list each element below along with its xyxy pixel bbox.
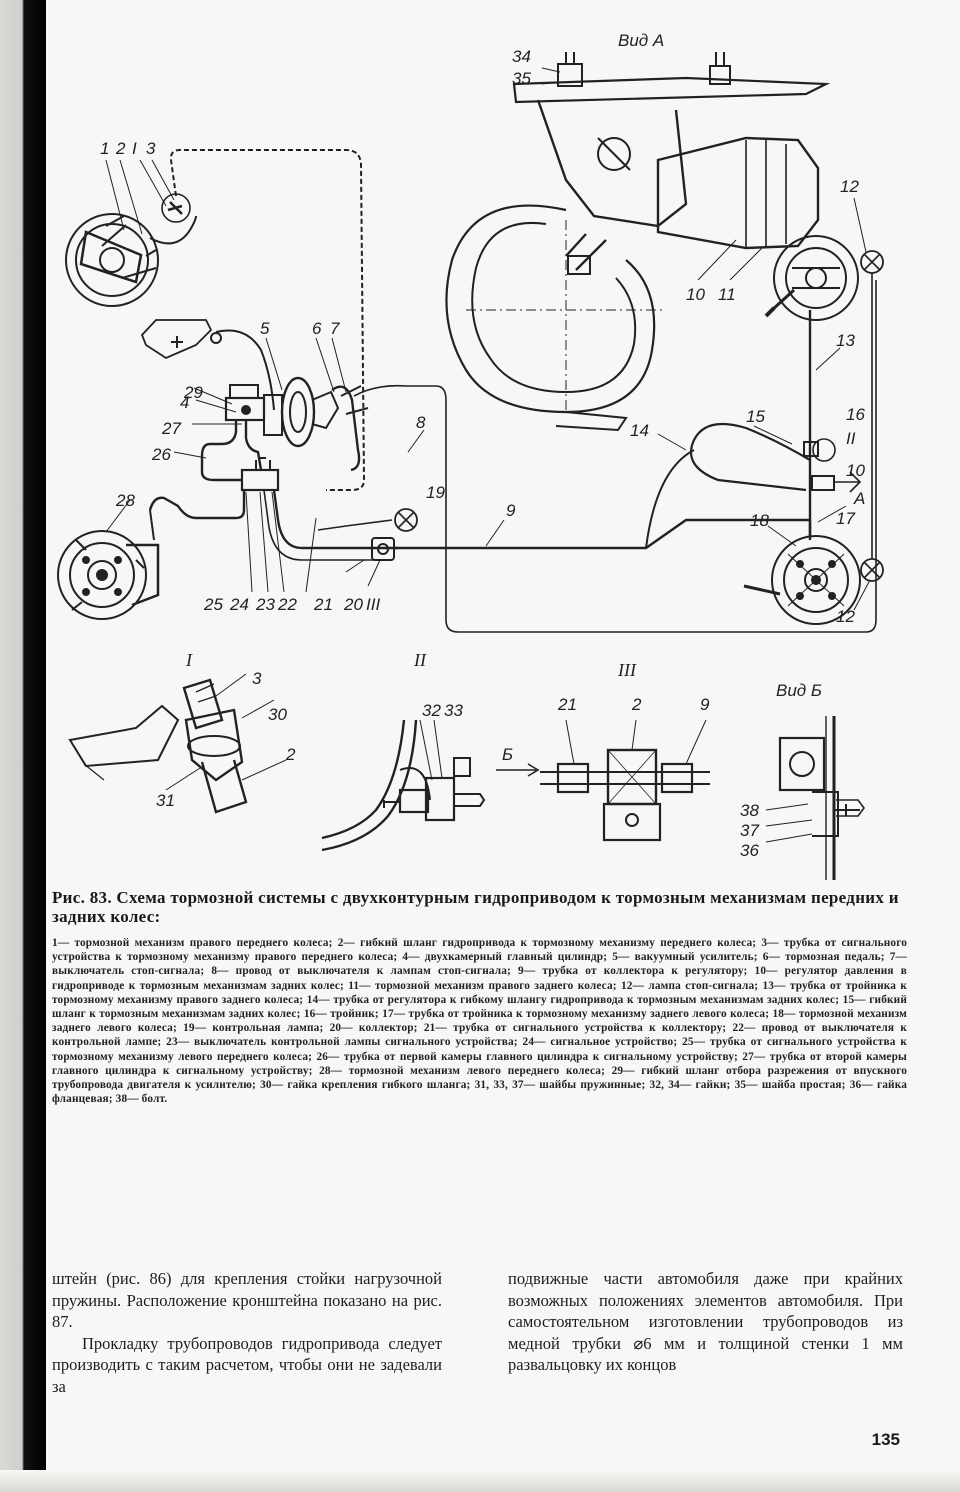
detail-ii-drawing — [322, 720, 538, 850]
callout-19: 19 — [426, 483, 445, 502]
page-bottom-shadow — [0, 1470, 960, 1492]
callout-1: 1 — [100, 139, 110, 158]
callout-2: 2 — [116, 139, 126, 158]
callout-roman-3: III — [366, 595, 381, 614]
callout-26: 26 — [152, 445, 171, 464]
callout-22: 22 — [278, 595, 297, 614]
detail-ii-label: II — [414, 650, 426, 670]
callout-14: 14 — [630, 421, 649, 440]
callout-16: 16 — [846, 405, 865, 424]
detail-iii-label: III — [618, 660, 636, 680]
callout-12-top: 12 — [840, 177, 859, 196]
view-b-drawing — [766, 716, 864, 880]
callout-8: 8 — [416, 413, 426, 432]
left-paragraph-1: штейн (рис. 86) для крепления стойки нагрузочной пружины. Расположение кронштейна показано на рис. 87. — [52, 1269, 442, 1331]
brake-system-figure — [46, 20, 926, 880]
callout-7: 7 — [330, 319, 340, 338]
callout-6: 6 — [312, 319, 322, 338]
callout-35: 35 — [512, 69, 531, 88]
book-spine-shadow — [0, 0, 46, 1492]
figure-legend: 1— тормозной механизм правого переднего колеса; 2— гибкий шланг гидропривода к тормозному механизму переднего колеса; 3— трубка от сигнального устройства к тормозному механизму правого переднего колеса; 4— двухкамерный главный цилиндр; 5— вакуумный усилитель; 6— тормозная педаль; 7— выключатель стоп-сигнала; 8— провод от выключателя к лампам стоп-сигнала; 9— трубка от коллектора к регулятору; 10— регулятор давления в гидроприводе к тормозным механизмам задних колес; 11— тормозной механизм правого заднего колеса; 12— лампа стоп-сигнала; 13— трубка от тройника к тормозному механизму правого заднего колеса; 14— трубка от регулятора к гибкому шлангу гидропривода к тормозным механизмам задних колес; 15— гибкий шланг к тормозным механизмам задних колес; 16— тройник; 17— трубка от тройника к тормозному механизму заднего левого колеса; 18— тормозной механизм заднего левого колеса; 19— контрольная лампа; 20— коллектор; 21— трубка от сигнального устройства к коллектору; 22— провод от выключателя к контрольной лампе; 23— выключатель контрольной лампы сигнального устройства; 24— сигнальное устройство; 25— трубка от сигнального устройства к тормозному механизму левого переднего колеса; 26— трубка от первой камеры главного цилиндра к сигнальному устройству; 27— трубка от второй камеры главного цилиндра к сигнальному устройству; 28— тормозной механизм левого переднего колеса; 29— гибкий шланг отбора разрежения от впускного трубопровода двигателя к усилителю; 30— гайка крепления гибкого шланга; 31, 33, 37— шайбы пружинные; 32, 34— гайки; 35— шайба простая; 36— гайка фланцевая; 38— болт. — [52, 937, 907, 1106]
detail-callout-37: 37 — [740, 821, 759, 840]
callout-13: 13 — [836, 331, 855, 350]
callout-12-bottom: 12 — [836, 607, 855, 626]
front-right-wheel-drawing — [66, 214, 158, 306]
page-number: 135 — [871, 1430, 900, 1449]
rear-right-wheel-drawing — [766, 236, 858, 320]
detail-callout-3: 3 — [252, 669, 262, 688]
detail-callout-2: 2 — [286, 745, 296, 764]
callout-9: 9 — [506, 501, 516, 520]
callout-4b: 4 — [180, 393, 190, 412]
detail-callout-36: 36 — [740, 841, 759, 860]
text-column-left — [52, 1268, 442, 1397]
callout-24: 24 — [230, 595, 249, 614]
detail-i-drawing — [70, 674, 286, 812]
left-paragraph-2: Прокладку трубопроводов гидропривода следует производить с таким расчетом, чтобы они не задевали за — [52, 1333, 442, 1396]
detail-callout-21: 21 — [558, 695, 577, 714]
callout-21: 21 — [314, 595, 333, 614]
detail-callout-2b: 2 — [632, 695, 642, 714]
right-paragraph-1: подвижные части автомобиля даже при крайних возможных положениях элементов автомобиля. При самостоятельном изготовлении трубопроводов из медной трубки ⌀6 мм и толщиной стенки 1 мм развальцовку их концов — [508, 1269, 903, 1374]
callout-10-right: 10 — [846, 461, 865, 480]
detail-callout-38: 38 — [740, 801, 759, 820]
callout-roman-1: I — [132, 139, 137, 158]
callout-10-top: 10 — [686, 285, 705, 304]
detail-callout-30: 30 — [268, 705, 287, 724]
callout-27: 27 — [162, 419, 181, 438]
callout-28: 28 — [116, 491, 135, 510]
text-column-right — [508, 1268, 903, 1376]
view-b-label: Вид Б — [776, 681, 822, 700]
callout-11: 11 — [718, 285, 736, 304]
detail-callout-31: 31 — [156, 791, 175, 810]
callout-18: 18 — [750, 511, 769, 530]
detail-i-label: I — [186, 650, 192, 670]
callout-3: 3 — [146, 139, 156, 158]
callout-23: 23 — [256, 595, 275, 614]
callout-17: 17 — [836, 509, 855, 528]
view-a-label: Вид А — [618, 31, 665, 50]
master-cylinder-and-booster — [226, 378, 368, 470]
detail-callout-9: 9 — [700, 695, 710, 714]
callout-29: 29 — [184, 383, 203, 402]
callout-20: 20 — [344, 595, 363, 614]
detail-callout-b: Б — [502, 745, 514, 764]
callout-25: 25 — [204, 595, 223, 614]
callout-15: 15 — [746, 407, 765, 426]
callout-34: 34 — [512, 47, 531, 66]
figure-caption: Рис. 83. Схема тормозной системы с двухконтурным гидроприводом к тормозным механизмам передних и задних колес: — [52, 888, 899, 926]
callout-roman-2: II — [846, 429, 856, 448]
view-a-drawing — [446, 52, 826, 430]
detail-iii-drawing — [540, 720, 710, 840]
callout-a: А — [854, 489, 866, 508]
detail-callout-32: 32 — [422, 701, 441, 720]
front-left-wheel-drawing — [58, 531, 158, 619]
callout-5: 5 — [260, 319, 270, 338]
detail-callout-33: 33 — [444, 701, 463, 720]
